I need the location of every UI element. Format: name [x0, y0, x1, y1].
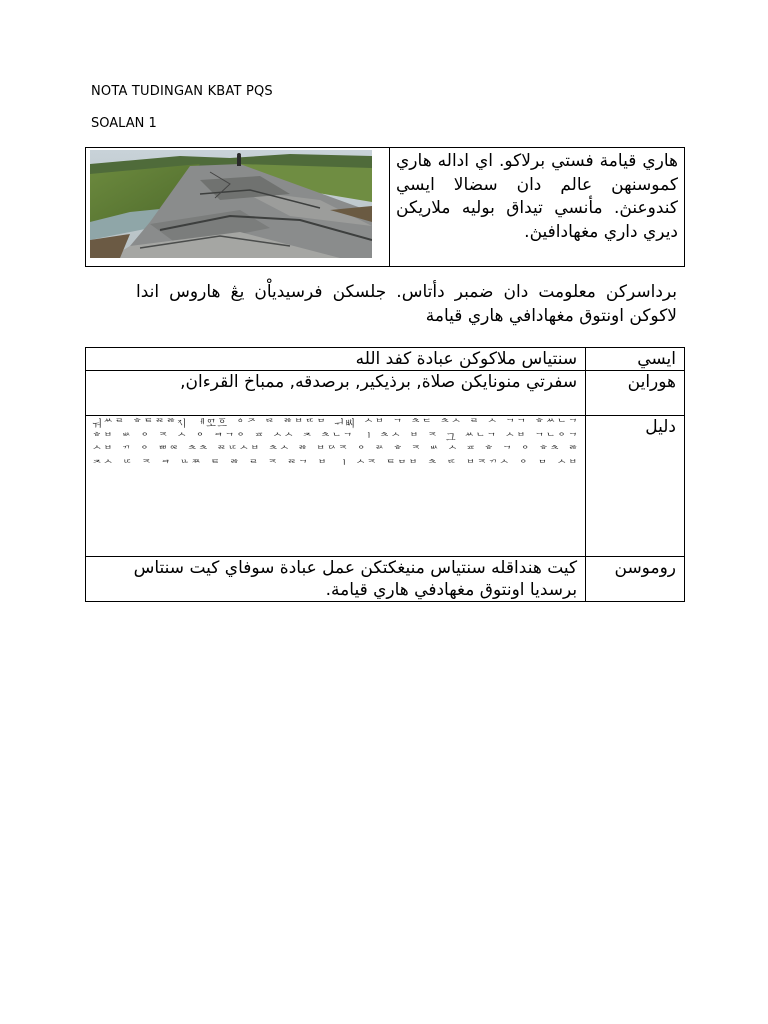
dalil-garbled-text: ㅝᄊᄅ ᄒᄐᄙᄚᅐᅵ ᅦᅁᅩᅙᅳ ᅌᅎ ᄃᄅ ᄚᄇᄄᄆ ᅱᄡᅵ ᄉᄇ ᄀ ᄎᄃ ᄎᄉ ᄅ ᄉ ᄀᄀ ᄒᄊᄂᄀ ᄒᄇ ᄡ ᄋ ᅐ ᄉ ᄋ ᄏᄀᄋ ᄑ ᄉᄉ ᄌ ᄎᄂᄀ ᅵ ᄎᄉ ᄇ ᅐ 그 ᄊᄂᄀ ᄉᄇ ᄀᄂᄋᄀ ᄉᄇ ᄁ ᄋ ᄈᄋᄅ ᄎᄎ ᄙᄕᄉᄇ ᄎᄉ ᄚ ᄇᄃᄉᅐ ᄋ ᄅᄉ ᄒ ᅐ ᄡ ᄉ ᄑ ᄒ ᄀ ᄋ ᄒᄎ ᄚ ᄌᄉ ᄕ ᅐ ᄏ ᄔᄍ ᄐ ᄚ ᄅ ᅐ ᄙᄀ ᄇ ᅵ ᄉᅐ ᄐᄆᄇ ᄎ ᄄ ᄇᅐᄁᄉ ᄋ ᄆ ᄉᄇ — [92, 419, 580, 471]
instruction-text: برداسركن معلومت دان ضمبر دأتاس. جلسكن فرسيدياْن يڠ هاروس اندا لاكوكن اونتوق مغهادافي هاري قيامة — [136, 282, 677, 326]
rumusan-label: روموسن — [586, 557, 685, 602]
row-rumusan — [86, 557, 685, 602]
row-isi — [86, 348, 685, 371]
isi-label: ايسي — [586, 348, 685, 371]
rumusan-content: كيت هنداقله سنتياس منيغكتكن عمل عبادة سوفاي كيت سنتاس برسديا اونتوق مغهادفي هاري قيامة. — [86, 557, 586, 602]
huraian-label: هوراين — [586, 371, 685, 416]
question-table — [85, 147, 685, 267]
row-huraian — [86, 371, 685, 416]
question-image-cell — [86, 148, 390, 267]
isi-content: سنتياس ملاكوكن عبادة كفد الله — [86, 348, 586, 371]
page-heading: NOTA TUDINGAN KBAT PQS — [91, 84, 273, 99]
dalil-label: دليل — [586, 416, 685, 557]
answer-table — [85, 347, 685, 602]
dalil-content-cell — [86, 416, 586, 557]
row-dalil — [86, 416, 685, 557]
question-text: هاري قيامة فستي برلاكو. اي اداله هاري كموسنهن عالم دان سضالا ايسي كندوعنڽ. مأنسي تيداق بوليه ملاريكن ديري داري مغهادافيڽ. — [390, 148, 685, 267]
huraian-content: سفرتي منونايكن صلاة, برذيكير, برصدقه, ممباخ القرءان, — [86, 371, 586, 416]
cracked-road-photo — [90, 150, 372, 258]
question-number: SOALAN 1 — [91, 116, 157, 131]
